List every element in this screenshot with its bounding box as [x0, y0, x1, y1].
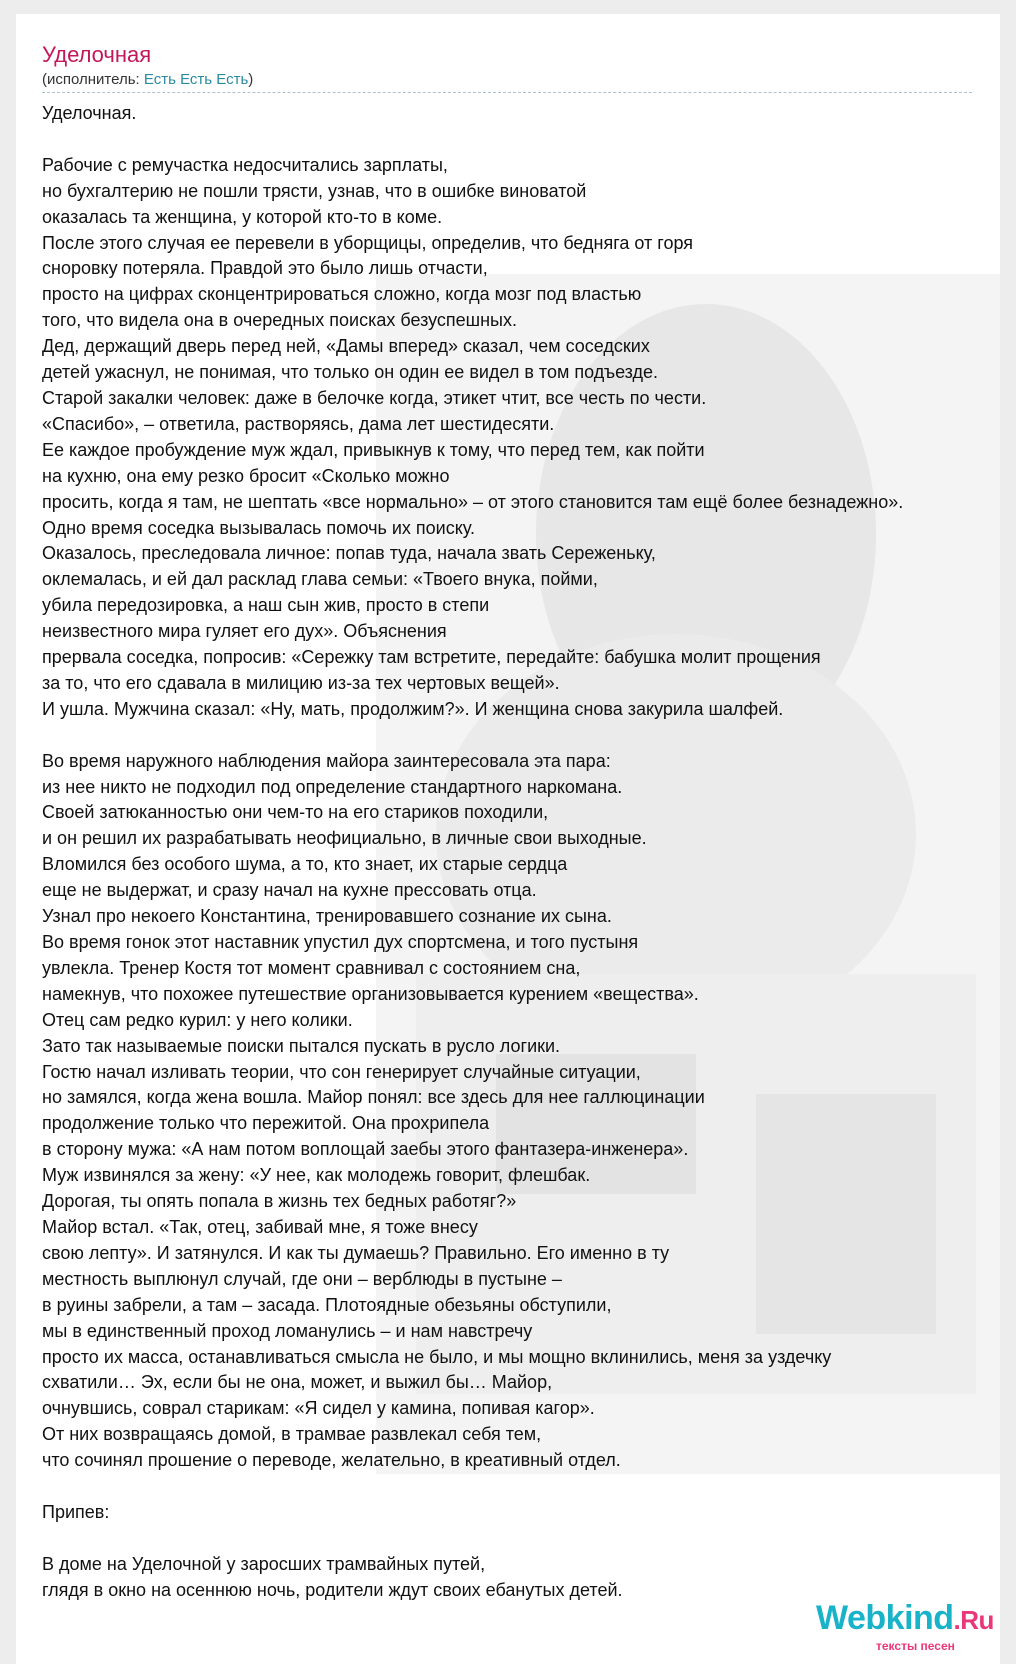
logo-subtitle: тексты песен	[876, 1639, 955, 1653]
site-logo[interactable]	[816, 1599, 1000, 1659]
lyrics-line: и он решил их разрабатывать неофициально, в личные свои выходные.	[42, 828, 647, 849]
lyrics-line: детей ужаснул, не понимая, что только он один ее видел в том подъезде.	[42, 362, 659, 383]
lyrics-line: От них возвращаясь домой, в трамвае развлекал себя тем,	[42, 1424, 542, 1445]
lyrics-line: глядя в окно на осеннюю ночь, родители ждут своих ебанутых детей.	[42, 1579, 623, 1600]
lyrics-line: в руины забрели, а там – засада. Плотоядные обезьяны обступили,	[42, 1294, 612, 1315]
lyrics-line: Дорогая, ты опять попала в жизнь тех бедных работяг?»	[42, 1191, 517, 1212]
lyrics-line: оклемалась, и ей дал расклад глава семьи: «Твоего внука, пойми,	[42, 569, 598, 590]
lyrics-line: но бухгалтерию не пошли трясти, узнав, что в ошибке виноватой	[42, 180, 587, 201]
lyrics-line: Во время наружного наблюдения майора заинтересовала эта пара:	[42, 750, 611, 771]
lyrics-line: Рабочие с ремучастка недосчитались зарплаты,	[42, 154, 448, 175]
lyrics-line: После этого случая ее перевели в уборщицы, определив, что бедняга от горя	[42, 232, 694, 253]
lyrics-text	[42, 101, 992, 1604]
lyrics-line: Старой закалки человек: даже в белочке когда, этикет чтит, все честь по чести.	[42, 387, 707, 408]
lyrics-line: Одно время соседка вызывалась помочь их поиску.	[42, 517, 475, 538]
lyrics-line: В доме на Уделочной у заросших трамвайных путей,	[42, 1553, 486, 1574]
lyrics-line: И ушла. Мужчина сказал: «Ну, мать, продолжим?». И женщина снова закурила шалфей.	[42, 698, 784, 719]
lyrics-line: Ее каждое пробуждение муж ждал, привыкнув к тому, что перед тем, как пойти	[42, 439, 705, 460]
lyrics-line: Во время гонок этот наставник упустил дух спортсмена, и того пустыня	[42, 932, 639, 952]
lyrics-line: Зато так называемые поиски пытался пускать в русло логики.	[42, 1035, 561, 1056]
lyrics-line: намекнув, что похожее путешествие организовывается курением «вещества».	[42, 983, 699, 1004]
lyrics-line: очнувшись, соврал старикам: «Я сидел у камина, попивая кагор».	[42, 1398, 595, 1419]
lyrics-line: местность выплюнул случай, где они – верблюды в пустыне –	[42, 1268, 562, 1289]
lyrics-line: из нее никто не подходил под определение стандартного наркомана.	[42, 776, 623, 797]
lyrics-line: в сторону мужа: «А нам потом воплощай заебы этого фантазера-инженера».	[42, 1139, 689, 1160]
lyrics-blank-line	[42, 723, 992, 749]
lyrics-blank-line	[42, 1526, 992, 1552]
lyrics-blank-line	[42, 1474, 992, 1500]
lyrics-line: Узнал про некоего Константина, тренировавшего сознание их сына.	[42, 906, 612, 927]
song-title: Уделочная	[42, 42, 152, 67]
lyrics-line: просто их масса, останавливаться смысла не было, и мы мощно вклинились, меня за уздечку	[42, 1346, 832, 1367]
lyrics-line: на кухню, она ему резко бросит «Сколько можно	[42, 465, 450, 486]
lyrics-line: что сочинял прошение о переводе, желательно, в креативный отдел.	[42, 1450, 621, 1471]
lyrics-line: просить, когда я там, не шептать «все нормально» – от этого становится там ещё более безнадежно».	[42, 491, 904, 512]
lyrics-line: схватили… Эх, если бы не она, может, и выжил бы… Майор,	[42, 1372, 553, 1393]
lyrics-line: «Спасибо», – ответила, растворяясь, дама лет шестидесяти.	[42, 413, 555, 434]
lyrics-line: но замялся, когда жена вошла. Майор понял: все здесь для нее галлюцинации	[42, 1087, 705, 1108]
lyrics-line: прервала соседка, попросив: «Сережку там встретите, передайте: бабушка молит прощения	[42, 647, 821, 668]
title-divider	[42, 92, 972, 93]
lyrics-line: того, что видела она в очередных поисках безуспешных.	[42, 310, 517, 331]
artist-link[interactable]: Есть Есть Есть	[143, 71, 249, 88]
lyrics-line: оказалась та женщина, у которой кто-то в коме.	[42, 206, 443, 227]
artist-prefix: (исполнитель:	[42, 71, 144, 88]
logo-tld: .Ru	[953, 1605, 994, 1635]
lyrics-line: продолжение только что пережитой. Она прохрипела	[42, 1113, 490, 1134]
lyrics-line: свою лепту». И затянулся. И как ты думаешь? Правильно. Его именно в ту	[42, 1242, 670, 1263]
page	[16, 14, 1000, 1664]
lyrics-line: Гостю начал изливать теории, что сон генерирует случайные ситуации,	[42, 1061, 641, 1082]
lyrics-line: Майор встал. «Так, отец, забивай мне, я тоже внесу	[42, 1216, 478, 1237]
lyrics-line: Муж извинялся за жену: «У нее, как молодежь говорит, флешбак.	[42, 1165, 591, 1186]
lyrics-line: Дед, держащий дверь перед ней, «Дамы вперед» сказал, чем соседских	[42, 336, 650, 357]
lyrics-line: сноровку потеряла. Правдой это было лишь отчасти,	[42, 258, 488, 279]
lyrics-line: Уделочная.	[42, 103, 137, 123]
lyrics-line: Вломился без особого шума, а то, кто знает, их старые сердца	[42, 854, 568, 875]
lyrics-line: увлекла. Тренер Костя тот момент сравнивал с состоянием сна,	[42, 957, 581, 978]
lyrics-line: убила передозировка, а наш сын жив, просто в степи	[42, 595, 490, 616]
lyrics-line: за то, что его сдавала в милицию из-за тех чертовых вещей».	[42, 672, 560, 693]
logo-wordmark	[816, 1599, 994, 1638]
logo-main-text: Webkind	[816, 1599, 954, 1637]
lyrics-line: Припев:	[42, 1501, 110, 1522]
lyrics-line: мы в единственный проход ломанулись – и нам навстречу	[42, 1320, 533, 1341]
artist-suffix: )	[248, 71, 254, 88]
lyrics-blank-line	[42, 127, 992, 153]
lyrics-line: неизвестного мира гуляет его дух». Объяснения	[42, 621, 447, 642]
lyrics-line: Отец сам редко курил: у него колики.	[42, 1009, 353, 1030]
lyrics-line: еще не выдержат, и сразу начал на кухне прессовать отца.	[42, 880, 537, 901]
lyrics-line: Своей затюканностью они чем-то на его стариков походили,	[42, 802, 549, 823]
artist-line	[42, 70, 992, 90]
song-content	[42, 42, 992, 1604]
lyrics-line: просто на цифрах сконцентрироваться сложно, когда мозг под властью	[42, 284, 642, 305]
lyrics-line: Оказалось, преследовала личное: попав туда, начала звать Сереженьку,	[42, 543, 656, 564]
